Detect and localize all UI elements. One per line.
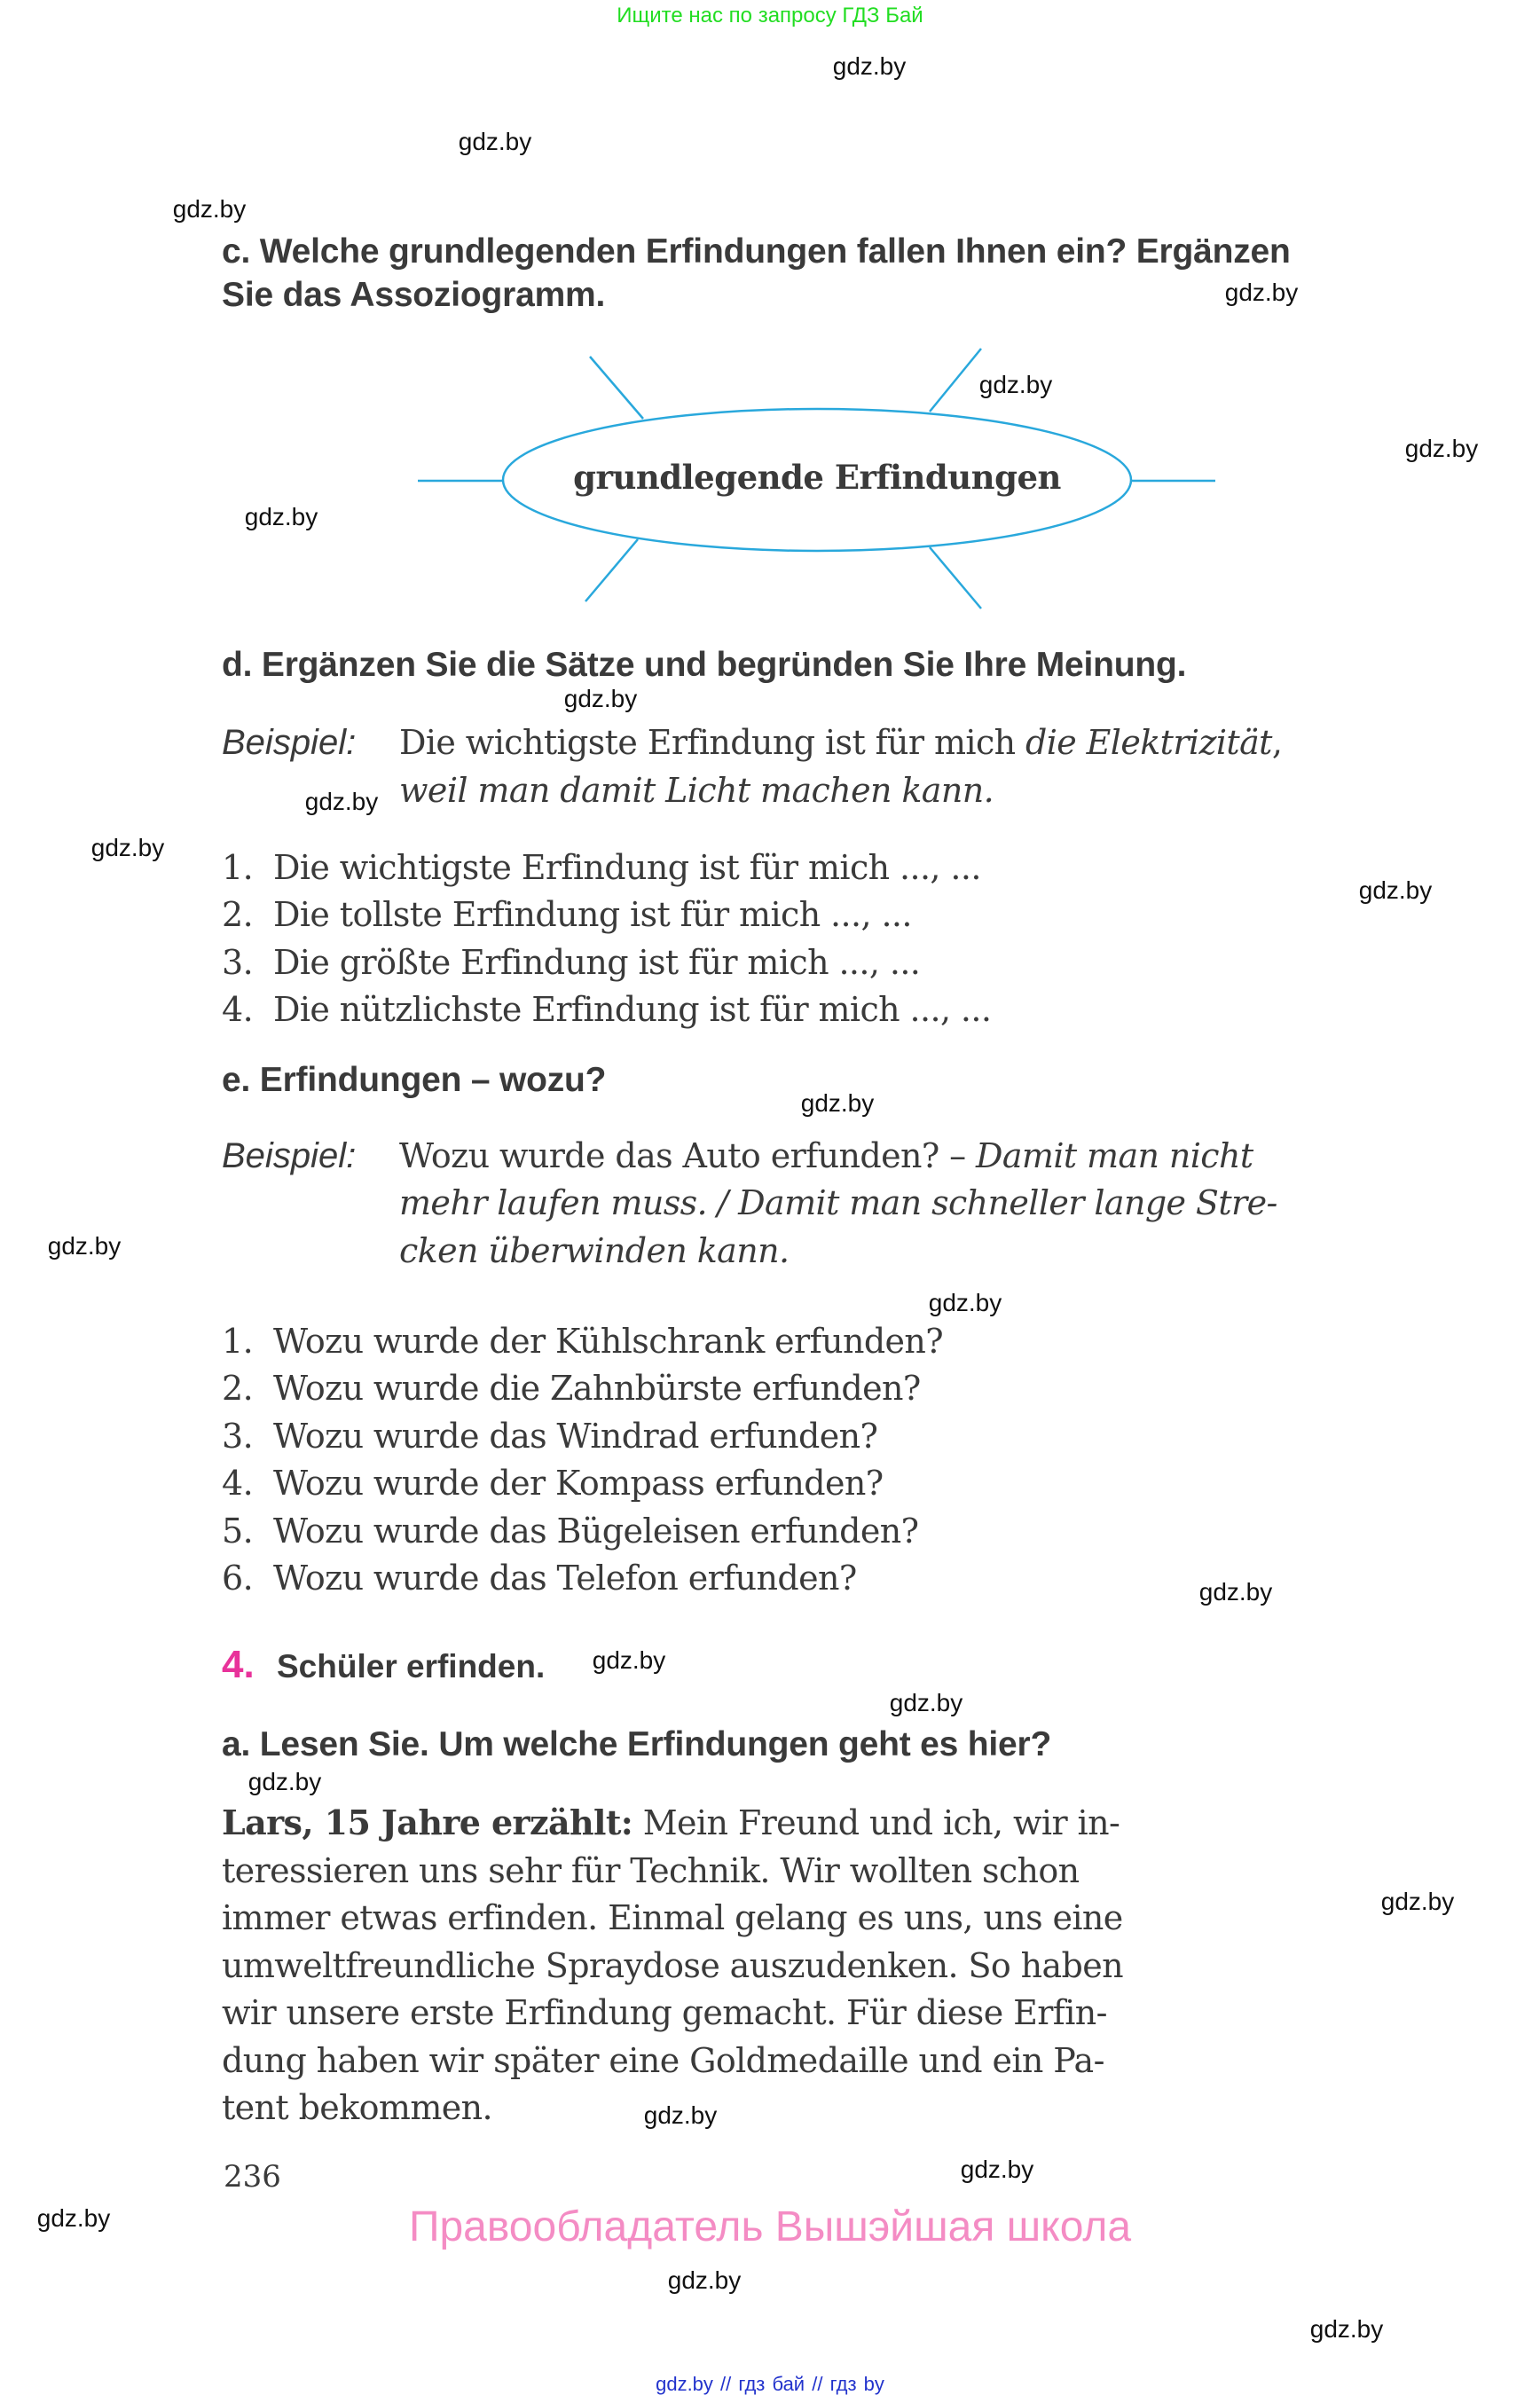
task-a-heading: a. Lesen Sie. Um welche Erfindungen geht es hier?	[222, 1725, 1052, 1763]
spoke-bottom-left	[585, 539, 638, 601]
watermark: gdz.by	[563, 685, 638, 712]
task-e-item: 6. Wozu wurde das Telefon erfunden?	[222, 1559, 857, 1598]
footer-links	[0, 2373, 1540, 2396]
task-d-example-line2: weil man damit Licht machen kann.	[399, 771, 994, 810]
watermark: gdz.by	[800, 1089, 875, 1117]
task-e-item: 1. Wozu wurde der Kühlschrank erfunden?	[222, 1322, 944, 1361]
watermark: gdz.by	[1309, 2315, 1384, 2343]
exercise-number: 4.	[222, 1643, 255, 1686]
watermark: gdz.by	[978, 371, 1053, 398]
watermark: gdz.by	[458, 128, 532, 155]
task-d-item: 2. Die tollste Erfindung ist für mich ..., ...	[222, 895, 912, 934]
watermark: gdz.by	[928, 1289, 1002, 1316]
footer-link[interactable]: gdz.by	[656, 2373, 713, 2395]
watermark: gdz.by	[667, 2266, 742, 2294]
task-d-example-label: Beispiel:	[222, 723, 357, 762]
watermark: gdz.by	[832, 52, 907, 80]
task-c-heading-line2: Sie das Assoziogramm.	[222, 276, 606, 314]
task-e-example-label: Beispiel:	[222, 1136, 357, 1175]
watermark: gdz.by	[1224, 279, 1299, 306]
task-e-item: 4. Wozu wurde der Kompass erfunden?	[222, 1464, 884, 1503]
footer-separator: //	[720, 2373, 732, 2395]
watermark: gdz.by	[47, 1232, 122, 1260]
watermark: gdz.by	[1404, 435, 1479, 462]
task-e-example-line2: mehr laufen muss. / Damit man schneller lange Stre-	[399, 1183, 1277, 1222]
task-d-item: 1. Die wichtigste Erfindung ist für mich ..., ...	[222, 848, 981, 887]
task-e-item: 5. Wozu wurde das Bügeleisen erfunden?	[222, 1512, 919, 1551]
watermark: gdz.by	[90, 834, 165, 861]
rights-holder: Правообладатель Вышэйшая школа	[408, 2203, 1132, 2250]
watermark: gdz.by	[36, 2204, 111, 2232]
paragraph-lead: Lars, 15 Jahre erzählt:	[222, 1802, 633, 1842]
task-e-example-line1: Wozu wurde das Auto erfunden? – Damit man nicht	[399, 1136, 1253, 1175]
reading-paragraph: Lars, 15 Jahre erzählt: Mein Freund und ich, wir in- teressieren uns sehr für Technik. Wir wollten schon immer etwas erfinden. Einmal gelang es uns, uns eine umweltfreundliche Spraydose auszudenken. So haben wir unsere erste Erfindung gemacht. Für diese Erfin- dung haben wir später eine Goldmedaille und ein Pa- tent bekommen.	[222, 1802, 1124, 2127]
task-d-item: 3. Die größte Erfindung ist für mich ..., ...	[222, 943, 921, 982]
footer-separator: //	[812, 2373, 823, 2395]
spoke-top-right	[930, 349, 981, 412]
search-banner: Ищите нас по запросу ГДЗ Бай	[617, 4, 923, 27]
page-number: 236	[224, 2159, 281, 2195]
watermark: gdz.by	[889, 1689, 963, 1716]
spoke-bottom-right	[930, 547, 981, 609]
assoziogramm-diagram	[0, 0, 1540, 639]
task-e-item: 2. Wozu wurde die Zahnbürste erfunden?	[222, 1369, 921, 1408]
footer-link[interactable]: гдз by	[829, 2373, 884, 2395]
watermark: gdz.by	[172, 195, 247, 223]
watermark: gdz.by	[592, 1646, 666, 1674]
watermark: gdz.by	[248, 1768, 322, 1795]
watermark: gdz.by	[1358, 876, 1433, 904]
watermark: gdz.by	[304, 788, 379, 815]
task-c-heading-line1: c. Welche grundlegenden Erfindungen fallen Ihnen ein? Ergänzen	[222, 232, 1291, 271]
task-d-example-line1: Die wichtigste Erfindung ist für mich die Elektrizität,	[399, 723, 1283, 762]
task-e-item: 3. Wozu wurde das Windrad erfunden?	[222, 1417, 878, 1456]
watermark: gdz.by	[1198, 1578, 1273, 1606]
task-e-example-line3: cken überwinden kann.	[399, 1231, 790, 1270]
watermark: gdz.by	[1380, 1888, 1455, 1915]
task-d-item: 4. Die nützlichste Erfindung ist für mich ..., ...	[222, 990, 992, 1029]
task-d-heading: d. Ergänzen Sie die Sätze und begründen Sie Ihre Meinung.	[222, 646, 1187, 684]
watermark: gdz.by	[244, 503, 318, 530]
diagram-center-label: grundlegende Erfindungen	[573, 458, 1061, 497]
footer-link[interactable]: гдз бай	[738, 2373, 805, 2395]
exercise-title: Schüler erfinden.	[277, 1648, 546, 1684]
watermark: gdz.by	[643, 2101, 718, 2129]
watermark: gdz.by	[960, 2156, 1034, 2183]
spoke-top-left	[590, 357, 643, 419]
task-e-heading: e. Erfindungen – wozu?	[222, 1061, 607, 1099]
